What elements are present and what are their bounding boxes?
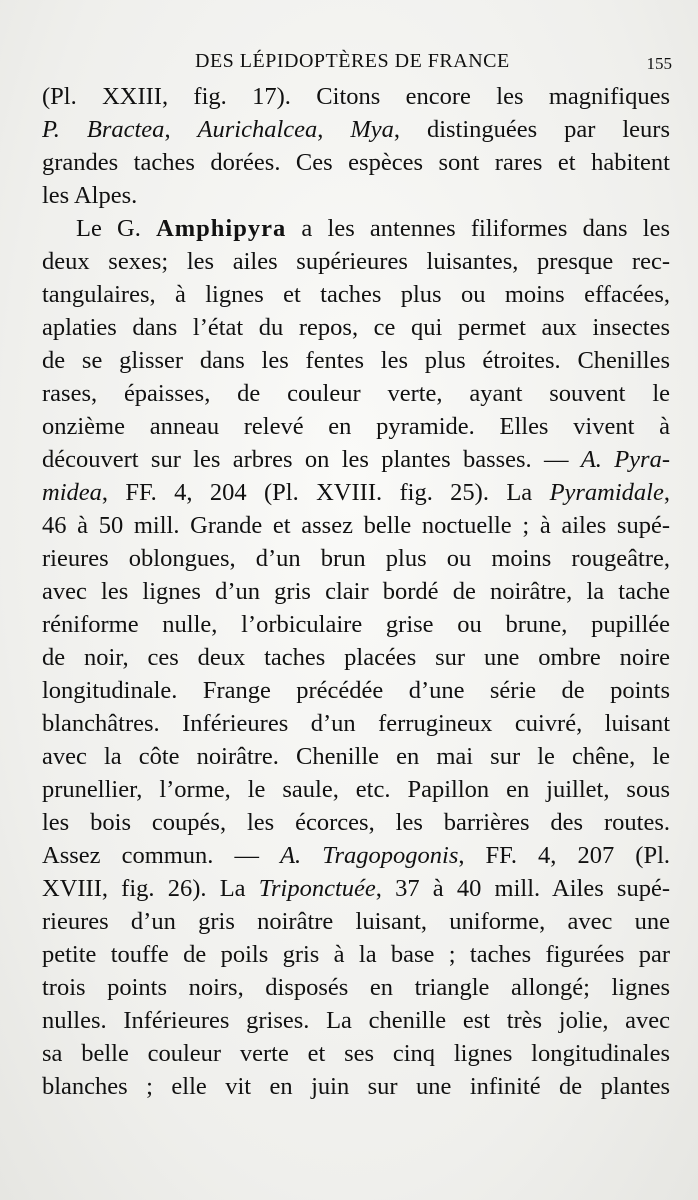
text-line: nulles. Inférieures grises. La chenille est très jolie, avec <box>42 1007 670 1034</box>
text-line: réniforme nulle, l’orbiculaire grise ou brune, pupillée <box>42 611 670 638</box>
page-number: 155 <box>646 54 672 73</box>
text-line: longitudinale. Frange précédée d’une série de points <box>42 677 670 704</box>
text-line: les bois coupés, les écorces, les barrières des routes. <box>42 809 670 836</box>
text-line: blanchâtres. Inférieures d’un ferrugineux cuivré, luisant <box>42 710 670 737</box>
text-line: P. Bractea, Aurichalcea, Mya, distinguées par leurs <box>42 116 670 143</box>
genus-name: Amphipyra <box>156 215 287 242</box>
text-line: Assez commun. — A. Tragopogonis, FF. 4, 207 (Pl. <box>42 842 670 869</box>
running-title: DES LÉPIDOPTÈRES DE FRANCE <box>195 50 510 72</box>
text-line: grandes taches dorées. Ces espèces sont rares et habitent <box>42 149 670 176</box>
text-line: tangulaires, à lignes et taches plus ou moins effacées, <box>42 281 670 308</box>
text-line: rases, épaisses, de couleur verte, ayant souvent le <box>42 380 670 407</box>
paragraph-start: Le G. Amphipyra a les antennes filiformes dans les <box>76 215 670 242</box>
text-line: les Alpes. <box>42 182 138 209</box>
text-line: rieures oblongues, d’un brun plus ou moins rougeâtre, <box>42 545 670 572</box>
text-line: de noir, ces deux taches placées sur une ombre noire <box>42 644 670 671</box>
text-line: onzième anneau relevé en pyramide. Elles vivent à <box>42 413 670 440</box>
text-line: (Pl. XXIII, fig. 17). Citons encore les magnifiques <box>42 83 670 110</box>
text-line: aplaties dans l’état du repos, ce qui permet aux insectes <box>42 314 670 341</box>
page-header <box>0 50 698 80</box>
text-line: avec les lignes d’un gris clair bordé de noirâtre, la tache <box>42 578 670 605</box>
text-line: XVIII, fig. 26). La Triponctuée, 37 à 40 mill. Ailes supé- <box>42 875 670 902</box>
text-line: petite touffe de poils gris à la base ; taches figurées par <box>42 941 670 968</box>
text-line: 46 à 50 mill. Grande et assez belle noctuelle ; à ailes supé- <box>42 512 670 539</box>
text-line: de se glisser dans les fentes les plus étroites. Chenilles <box>42 347 670 374</box>
text-line: deux sexes; les ailes supérieures luisantes, presque rec- <box>42 248 670 275</box>
text-line: rieures d’un gris noirâtre luisant, uniforme, avec une <box>42 908 670 935</box>
text-line: sa belle couleur verte et ses cinq lignes longitudinales <box>42 1040 670 1067</box>
text-line: trois points noirs, disposés en triangle allongé; lignes <box>42 974 670 1001</box>
text-line: découvert sur les arbres on les plantes basses. — A. Pyra- <box>42 446 670 473</box>
text-line: avec la côte noirâtre. Chenille en mai sur le chêne, le <box>42 743 670 770</box>
text-line: midea, FF. 4, 204 (Pl. XVIII. fig. 25). La Pyramidale, <box>42 479 670 506</box>
text-line: prunellier, l’orme, le saule, etc. Papillon en juillet, sous <box>42 776 670 803</box>
body-text <box>42 80 670 1103</box>
text-line: blanches ; elle vit en juin sur une infinité de plantes <box>42 1073 670 1100</box>
